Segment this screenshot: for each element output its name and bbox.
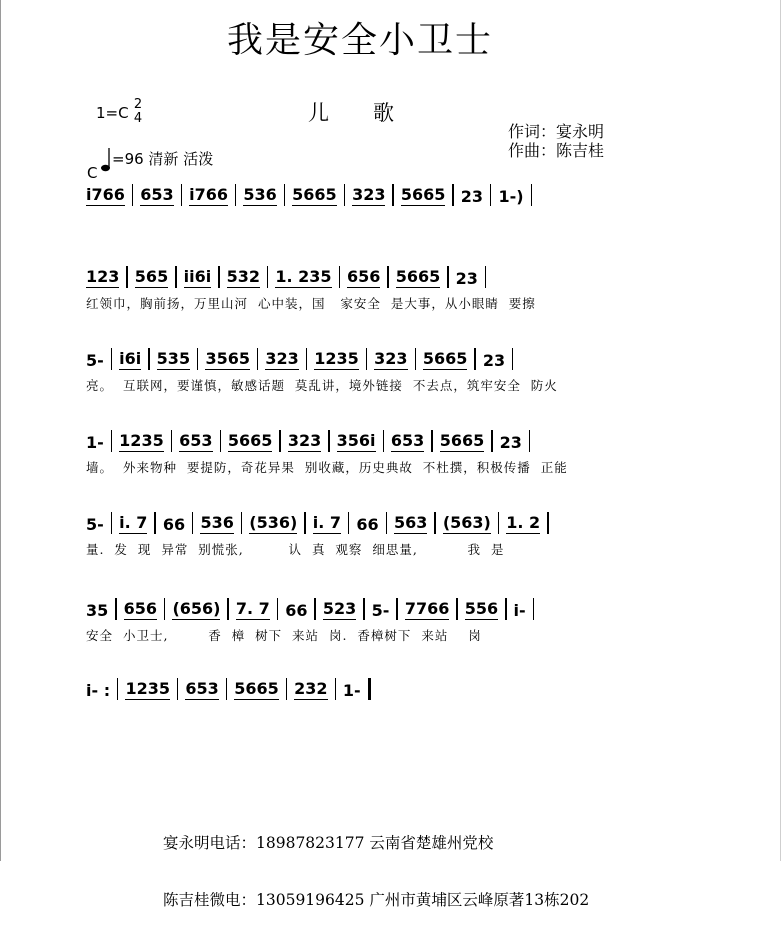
measure: i766	[189, 185, 228, 204]
lyricist: 作词：宴永明	[508, 122, 605, 141]
measure: 3565	[205, 349, 250, 368]
measure: 536	[200, 513, 234, 532]
bar-line	[117, 678, 118, 700]
bar-line	[218, 266, 219, 288]
bar-line	[348, 512, 349, 534]
measure: 66	[356, 515, 379, 534]
lyrics-row: 安全 小卫士, 香 樟 树下 来站 岗. 香樟树下 来站 岗	[86, 628, 482, 643]
bar-line	[396, 598, 397, 620]
bar-line	[434, 512, 435, 534]
measure: 356i	[336, 431, 376, 450]
measure: 5665	[400, 185, 446, 204]
bar-line	[267, 266, 268, 288]
bar-line	[335, 678, 336, 700]
measure: 523	[322, 599, 357, 618]
bar-line	[279, 430, 280, 452]
bar-line	[547, 512, 548, 534]
measure: 1-	[86, 433, 104, 452]
measure: 23	[482, 351, 506, 370]
song-title: 我是安全小卫士	[226, 20, 493, 61]
notation-row	[86, 596, 666, 620]
chord-mark: C	[87, 164, 98, 182]
bar-line	[491, 430, 492, 452]
score-line	[86, 428, 666, 476]
measure: 5-	[371, 601, 390, 620]
measure: 1. 235	[275, 267, 332, 286]
measure: 23	[455, 269, 478, 288]
bar-line	[115, 598, 116, 620]
score-line	[86, 676, 666, 706]
tempo-text: =96 清新 活泼	[112, 150, 214, 168]
measure: i- :	[86, 681, 111, 700]
measure: (536)	[249, 513, 298, 532]
bar-line	[306, 348, 307, 370]
genre-label: 儿歌	[308, 101, 438, 125]
measure: 5665	[439, 431, 485, 450]
bar-line	[257, 348, 258, 370]
bar-line	[368, 678, 371, 700]
bar-line	[452, 184, 453, 206]
bar-line	[386, 512, 387, 534]
notation-row	[86, 264, 666, 288]
measure: 556	[464, 599, 499, 618]
bar-line	[344, 184, 345, 206]
footer-line-1: 宴永明电话：18987823177 云南省楚雄州党校	[163, 834, 494, 852]
measure: i766	[86, 185, 125, 204]
footer-contacts	[163, 796, 589, 929]
measure: 653	[179, 431, 213, 450]
footer-line-2: 陈吉桂微电：13059196425 广州市黄埔区云峰原著13栋202	[163, 891, 590, 909]
composer: 作曲：陈吉桂	[508, 141, 605, 160]
bar-line	[363, 598, 364, 620]
bar-line	[111, 512, 112, 534]
bar-line	[126, 266, 127, 288]
measure: 5665	[234, 679, 279, 698]
lyrics-row: 墙。 外来物种 要提防，奇花异果 别收藏，历史典故 不杜撰，积极传播 正能	[86, 460, 568, 475]
measure: 35	[86, 601, 109, 620]
bar-line	[154, 512, 155, 534]
bar-line	[132, 184, 133, 206]
measure: 1. 2	[506, 513, 541, 532]
notation-row	[86, 346, 666, 370]
lyrics-row: 亮。 互联网，要谨慎，敏感话题 莫乱讲，境外链接 不去点，筑牢安全 防火	[86, 378, 558, 393]
measure: 656	[123, 599, 158, 618]
measure: 323	[374, 349, 408, 368]
measure: 565	[134, 267, 169, 286]
bar-line	[415, 348, 416, 370]
bar-line	[192, 512, 193, 534]
bar-line	[175, 266, 176, 288]
measure: (563)	[442, 513, 491, 532]
time-sig-top: 2	[133, 97, 143, 112]
bar-line	[164, 598, 165, 620]
bar-line	[431, 430, 432, 452]
bar-line	[533, 598, 534, 620]
score-line	[86, 264, 666, 312]
score-line	[86, 182, 666, 212]
score-line	[86, 346, 666, 394]
bar-line	[498, 512, 499, 534]
measure: ii6i	[183, 267, 212, 286]
score-line	[86, 596, 666, 644]
measure: 66	[285, 601, 308, 620]
measure: 535	[156, 349, 191, 368]
lyrics-row: 量. 发 现 异常 别慌张, 认 真 观察 细思量, 我 是	[86, 542, 505, 557]
bar-line	[177, 678, 178, 700]
page-left-edge	[0, 0, 1, 861]
measure: 5665	[292, 185, 337, 204]
bar-line	[277, 598, 278, 620]
measure: 1-	[342, 681, 361, 700]
measure: 66	[162, 515, 186, 534]
bar-line	[111, 348, 112, 370]
bar-line	[241, 512, 242, 534]
measure: 7. 7	[235, 599, 270, 618]
measure: i. 7	[312, 513, 341, 532]
measure: 563	[394, 513, 428, 532]
notation-row	[86, 510, 666, 534]
lyrics-row: 红领巾，胸前扬，万里山河 心中装，国 家安全 是大事，从小眼睛 要擦	[86, 296, 536, 311]
notation-row	[86, 676, 666, 700]
key-signature: 1=C	[96, 104, 129, 122]
bar-line	[111, 430, 112, 452]
measure: (656)	[172, 599, 221, 618]
bar-line	[227, 598, 228, 620]
measure: 532	[226, 267, 260, 286]
measure: 323	[265, 349, 299, 368]
measure: 5665	[227, 431, 273, 450]
bar-line	[531, 184, 532, 206]
tempo-marking	[104, 148, 213, 169]
bar-line	[235, 184, 236, 206]
bar-line	[505, 598, 506, 620]
measure: 656	[346, 267, 381, 286]
bar-line	[328, 430, 329, 452]
bar-line	[383, 430, 384, 452]
bar-line	[171, 430, 172, 452]
bar-line	[447, 266, 448, 288]
measure: 232	[294, 679, 328, 698]
measure: i6i	[119, 349, 142, 368]
measure: 1235	[314, 349, 359, 368]
bar-line	[286, 678, 287, 700]
measure: 5665	[395, 267, 441, 286]
bar-line	[148, 348, 149, 370]
bar-line	[197, 348, 198, 370]
measure: 1-)	[498, 187, 524, 206]
bar-line	[490, 184, 491, 206]
bar-line	[220, 430, 221, 452]
measure: 323	[287, 431, 322, 450]
bar-line	[339, 266, 340, 288]
notation-row	[86, 182, 666, 206]
measure: 5-	[86, 351, 104, 370]
measure: 653	[390, 431, 425, 450]
bar-line	[366, 348, 367, 370]
bar-line	[314, 598, 315, 620]
measure: 123	[86, 267, 120, 286]
measure: 23	[460, 187, 484, 206]
time-signature	[133, 98, 143, 126]
measure: 653	[185, 679, 219, 698]
bar-line	[456, 598, 457, 620]
notation-row	[86, 428, 666, 452]
bar-line	[529, 430, 530, 452]
bar-line	[512, 348, 513, 370]
measure: 653	[140, 185, 174, 204]
measure: i-	[513, 601, 526, 620]
bar-line	[387, 266, 388, 288]
bar-line	[304, 512, 305, 534]
credits	[508, 122, 604, 160]
score-line	[86, 510, 666, 558]
measure: 5-	[86, 515, 104, 534]
bar-line	[226, 678, 227, 700]
measure: 5665	[422, 349, 468, 368]
time-sig-bottom: 4	[133, 111, 143, 126]
measure: 23	[499, 433, 522, 452]
bar-line	[474, 348, 475, 370]
measure: 536	[243, 185, 277, 204]
bar-line	[284, 184, 285, 206]
measure: 323	[352, 185, 386, 204]
bar-line	[392, 184, 393, 206]
measure: i. 7	[119, 513, 148, 532]
measure: 1235	[119, 431, 164, 450]
bar-line	[485, 266, 486, 288]
measure: 1235	[125, 679, 171, 698]
bar-line	[181, 184, 182, 206]
measure: 7766	[404, 599, 450, 618]
